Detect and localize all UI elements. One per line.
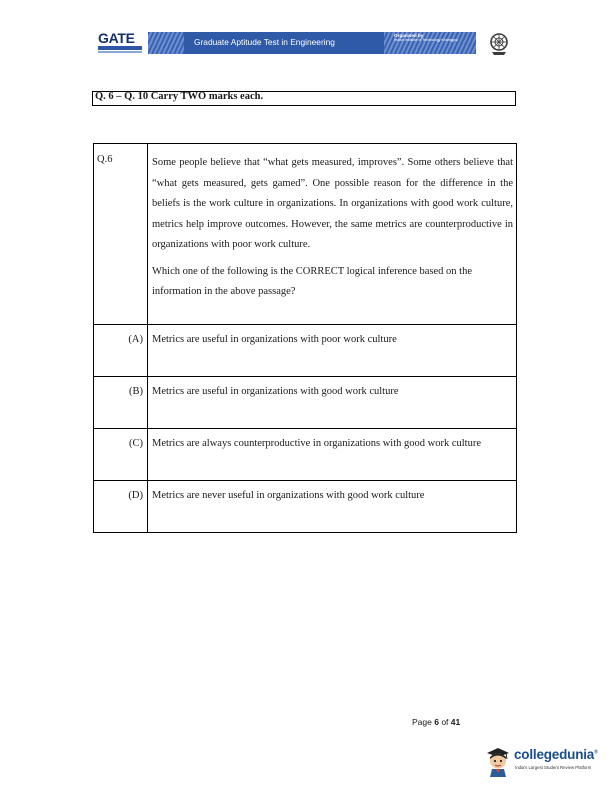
brand-tagline: India's Largest Student Review Platform [515,765,592,770]
organizer-name: Indian Institute of Technology Kharagpur [394,37,459,42]
header-banner [148,32,476,54]
option-text: Metrics are useful in organizations with good work culture [148,377,517,429]
question-number: Q.6 [94,144,148,325]
section-heading: Q. 6 – Q. 10 Carry TWO marks each. [95,91,264,102]
option-row-c[interactable] [94,429,517,481]
question-prompt: Which one of the following is the CORRECT logical inference based on the information in the above passage? [152,265,472,297]
collegedunia-logo[interactable] [484,744,604,780]
page-prefix: Page [412,717,435,727]
header-banner-main [184,32,384,54]
option-label: (D) [94,481,148,533]
gate-logo-bar [98,46,142,50]
banner-organizer [394,34,484,43]
page-total: 41 [450,717,461,727]
option-text: Metrics are useful in organizations with poor work culture [148,325,517,377]
page-current: 6 [434,717,439,727]
question-body [148,144,517,325]
organizer-label: Organised by [394,33,424,38]
question-table [93,143,517,533]
page-header [92,28,520,62]
question-row [94,144,517,325]
page-number [412,717,460,727]
iit-emblem-icon [488,32,510,56]
gate-logo-subbar [98,51,142,53]
option-label: (B) [94,377,148,429]
section-heading-box [92,91,516,106]
question-passage: Some people believe that “what gets measured, improves”. Some others believe that “what gets measured, gets gamed”. One possible reason for the difference in the beliefs is the work culture in organizations. In organizations with good work culture, metrics help improve outcomes. However, the same metrics are counterproductive in organizations with poor work culture. [152,157,513,250]
option-row-d[interactable] [94,481,517,533]
page-of: of [438,717,451,727]
option-text: Metrics are never useful in organizations with good work culture [148,481,517,533]
brand-name: collegedunia® [514,747,598,762]
banner-title: Graduate Aptitude Test in Engineering [194,37,335,47]
option-label: (C) [94,429,148,481]
gate-logo-text: GATE [98,30,135,46]
student-mascot-icon [484,744,512,778]
option-text: Metrics are always counterproductive in organizations with good work culture [148,429,517,481]
gate-logo [98,30,150,58]
option-row-a[interactable] [94,325,517,377]
option-row-b[interactable] [94,377,517,429]
option-label: (A) [94,325,148,377]
